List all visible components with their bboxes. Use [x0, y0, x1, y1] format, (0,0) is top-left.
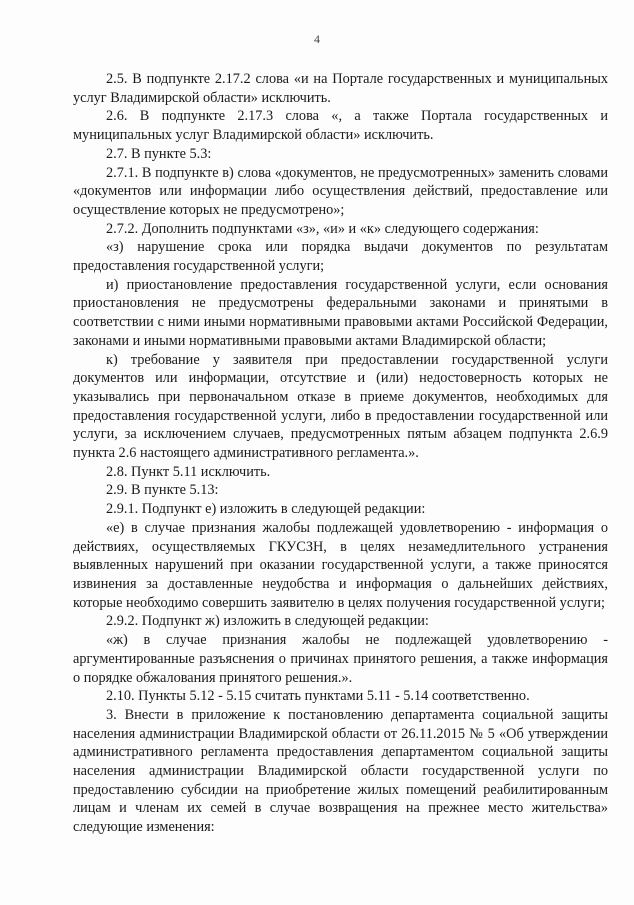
paragraph-2-10: 2.10. Пункты 5.12 - 5.15 считать пунктами 5.11 - 5.14 соответственно. [106, 688, 530, 705]
paragraph-2-8: 2.8. Пункт 5.11 исключить. [106, 463, 271, 480]
page-number: 4 [314, 32, 320, 46]
paragraph-2-9-1: 2.9.1. Подпункт е) изложить в следующей редакции: [106, 501, 426, 518]
paragraph-subpoint-zh: «ж) в случае признания жалобы не подлежащей удовлетворению - аргументированные разъяснения о причинах принятого решения, а также информация о порядке обжалования принятого решения.». [73, 632, 608, 686]
document-body [73, 70, 608, 837]
paragraph-subpoint-z: «з) нарушение срока или порядка выдачи документов по результатам предоставления государственной услуги; [73, 239, 608, 275]
paragraph-2-6: 2.6. В подпункте 2.17.3 слова «, а также Портала государственных и муниципальных услуг Владимирской области» исключить. [73, 108, 608, 144]
paragraph-2-9-2: 2.9.2. Подпункт ж) изложить в следующей редакции: [106, 613, 429, 630]
paragraph-subpoint-e: «е) в случае признания жалобы подлежащей удовлетворению - информация о действиях, осуществляемых ГКУСЗН, в целях незамедлительного устранения выявленных нарушений при оказании государственной услуги, а также приносятся извинения за доставленные неудобства и информация о дальнейших действиях, которые необходимо совершить заявителю в целях получения государственной услуги; [73, 519, 608, 611]
paragraph-2-7: 2.7. В пункте 5.3: [106, 145, 212, 162]
paragraph-2-7-2: 2.7.2. Дополнить подпунктами «з», «и» и «к» следующего содержания: [106, 220, 539, 237]
paragraph-subpoint-i: и) приостановление предоставления государственной услуги, если основания приостановления не предусмотрены федеральными законами и принятыми в соответствии с ними иными нормативными правовыми актами Российской Федерации, законами и иными нормативными правовыми актами Владимирской области; [73, 276, 608, 349]
paragraph-2-5: 2.5. В подпункте 2.17.2 слова «и на Портале государственных и муниципальных услуг Владимирской области» исключить. [73, 71, 608, 106]
paragraph-3: 3. Внести в приложение к постановлению департамента социальной защиты населения администрации Владимирской области от 26.11.2015 № 5 «Об утверждении административного регламента предоставления департаментом социальной защиты населения администрации Владимирской области государственной услуги по предоставлению субсидии на приобретение жилых помещений реабилитированным лицам и членам их семей в случае возвращения на прежнее место жительства» следующие изменения: [73, 706, 608, 836]
paragraph-2-9: 2.9. В пункте 5.13: [106, 482, 219, 499]
paragraph-2-7-1: 2.7.1. В подпункте в) слова «документов, не предусмотренных» заменить словами «документов или информации либо осуществления действий, предоставление или осуществление которых не предусмотрено»; [73, 164, 608, 218]
paragraph-subpoint-k: к) требование у заявителя при предоставлении государственной услуги документов или информации, отсутствие и (или) недостоверность которых не указывались при первоначальном отказе в приеме документов, необходимых для предоставления государственной услуги, либо в предоставлении государственной или услуги, за исключением случаев, предусмотренных пятым абзацем подпункта 2.6.9 пункта 2.6 настоящего административного регламента.». [73, 351, 608, 462]
